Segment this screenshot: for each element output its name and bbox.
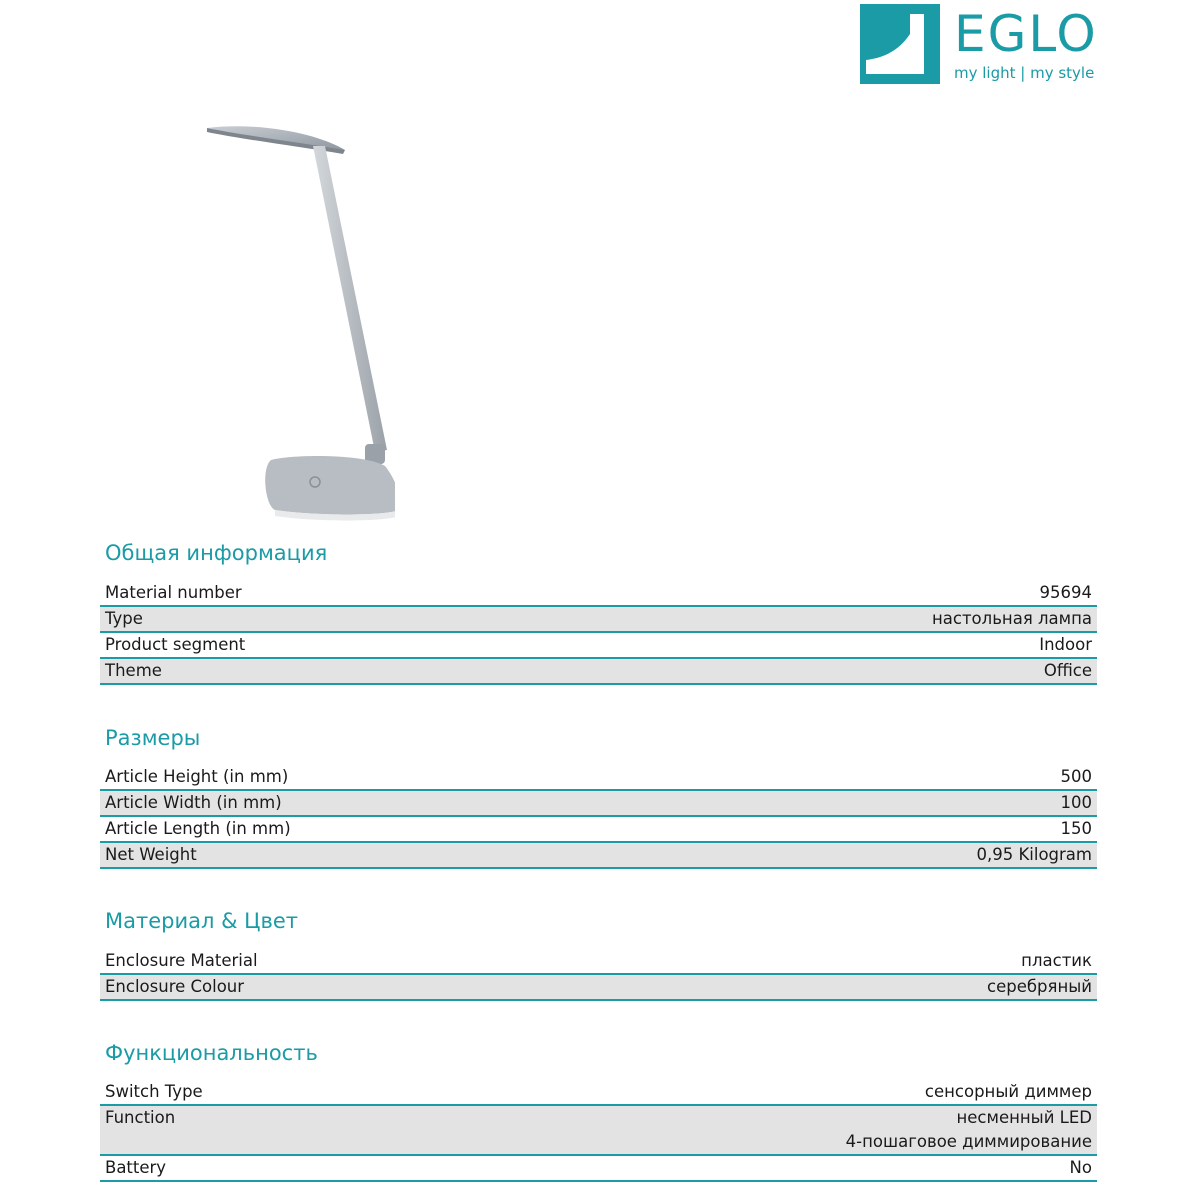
spec-table-functionality	[100, 1080, 1097, 1182]
row-label: Product segment	[105, 635, 246, 654]
row-value: 100	[1060, 793, 1092, 812]
section-title-material-colour: Материал & Цвет	[105, 909, 298, 933]
row-label: Enclosure Material	[105, 951, 258, 970]
row-label: Switch Type	[105, 1082, 203, 1101]
row-value: пластик	[1021, 951, 1092, 970]
spec-table-dimensions	[100, 765, 1097, 869]
spec-table-general	[100, 581, 1097, 685]
row-value: No	[1069, 1158, 1092, 1177]
table-row	[100, 817, 1097, 843]
row-label: Net Weight	[105, 845, 197, 864]
table-row	[100, 949, 1097, 975]
table-row	[100, 581, 1097, 607]
row-value: настольная лампа	[931, 609, 1092, 628]
table-row	[100, 659, 1097, 685]
row-label: Article Height (in mm)	[105, 767, 289, 786]
eglo-logo	[860, 4, 1110, 86]
table-row	[100, 765, 1097, 791]
table-row	[100, 1080, 1097, 1106]
row-value-line-2: 4-пошаговое диммирование	[845, 1132, 1092, 1151]
spec-table-material-colour	[100, 949, 1097, 1001]
row-value: сенсорный диммер	[924, 1082, 1092, 1101]
row-label: Article Length (in mm)	[105, 819, 291, 838]
row-value: 150	[1060, 819, 1092, 838]
section-title-dimensions: Размеры	[105, 726, 201, 750]
row-value: Indoor	[1039, 635, 1092, 654]
row-label: Battery	[105, 1158, 167, 1177]
brand-tagline: my light | my style	[954, 64, 1095, 82]
section-title-general: Общая информация	[105, 541, 328, 565]
row-label: Function	[105, 1108, 176, 1127]
row-label: Enclosure Colour	[105, 977, 245, 996]
table-row	[100, 1106, 1097, 1156]
desk-lamp-image	[195, 118, 395, 528]
row-value: несменный LED	[956, 1108, 1092, 1127]
table-row	[100, 791, 1097, 817]
row-label: Theme	[105, 661, 162, 680]
table-row	[100, 1156, 1097, 1182]
row-value: серебряный	[987, 977, 1092, 996]
row-label: Article Width (in mm)	[105, 793, 282, 812]
eglo-logo-icon	[860, 4, 940, 84]
row-value: 95694	[1039, 583, 1092, 602]
table-row	[100, 843, 1097, 869]
row-value: 500	[1060, 767, 1092, 786]
row-value: 0,95 Kilogram	[976, 845, 1092, 864]
table-row	[100, 633, 1097, 659]
row-label: Type	[105, 609, 143, 628]
table-row	[100, 975, 1097, 1001]
section-title-functionality: Функциональность	[105, 1041, 318, 1065]
row-value: Office	[1043, 661, 1092, 680]
row-label: Material number	[105, 583, 242, 602]
table-row	[100, 607, 1097, 633]
brand-name: EGLO	[954, 5, 1098, 63]
